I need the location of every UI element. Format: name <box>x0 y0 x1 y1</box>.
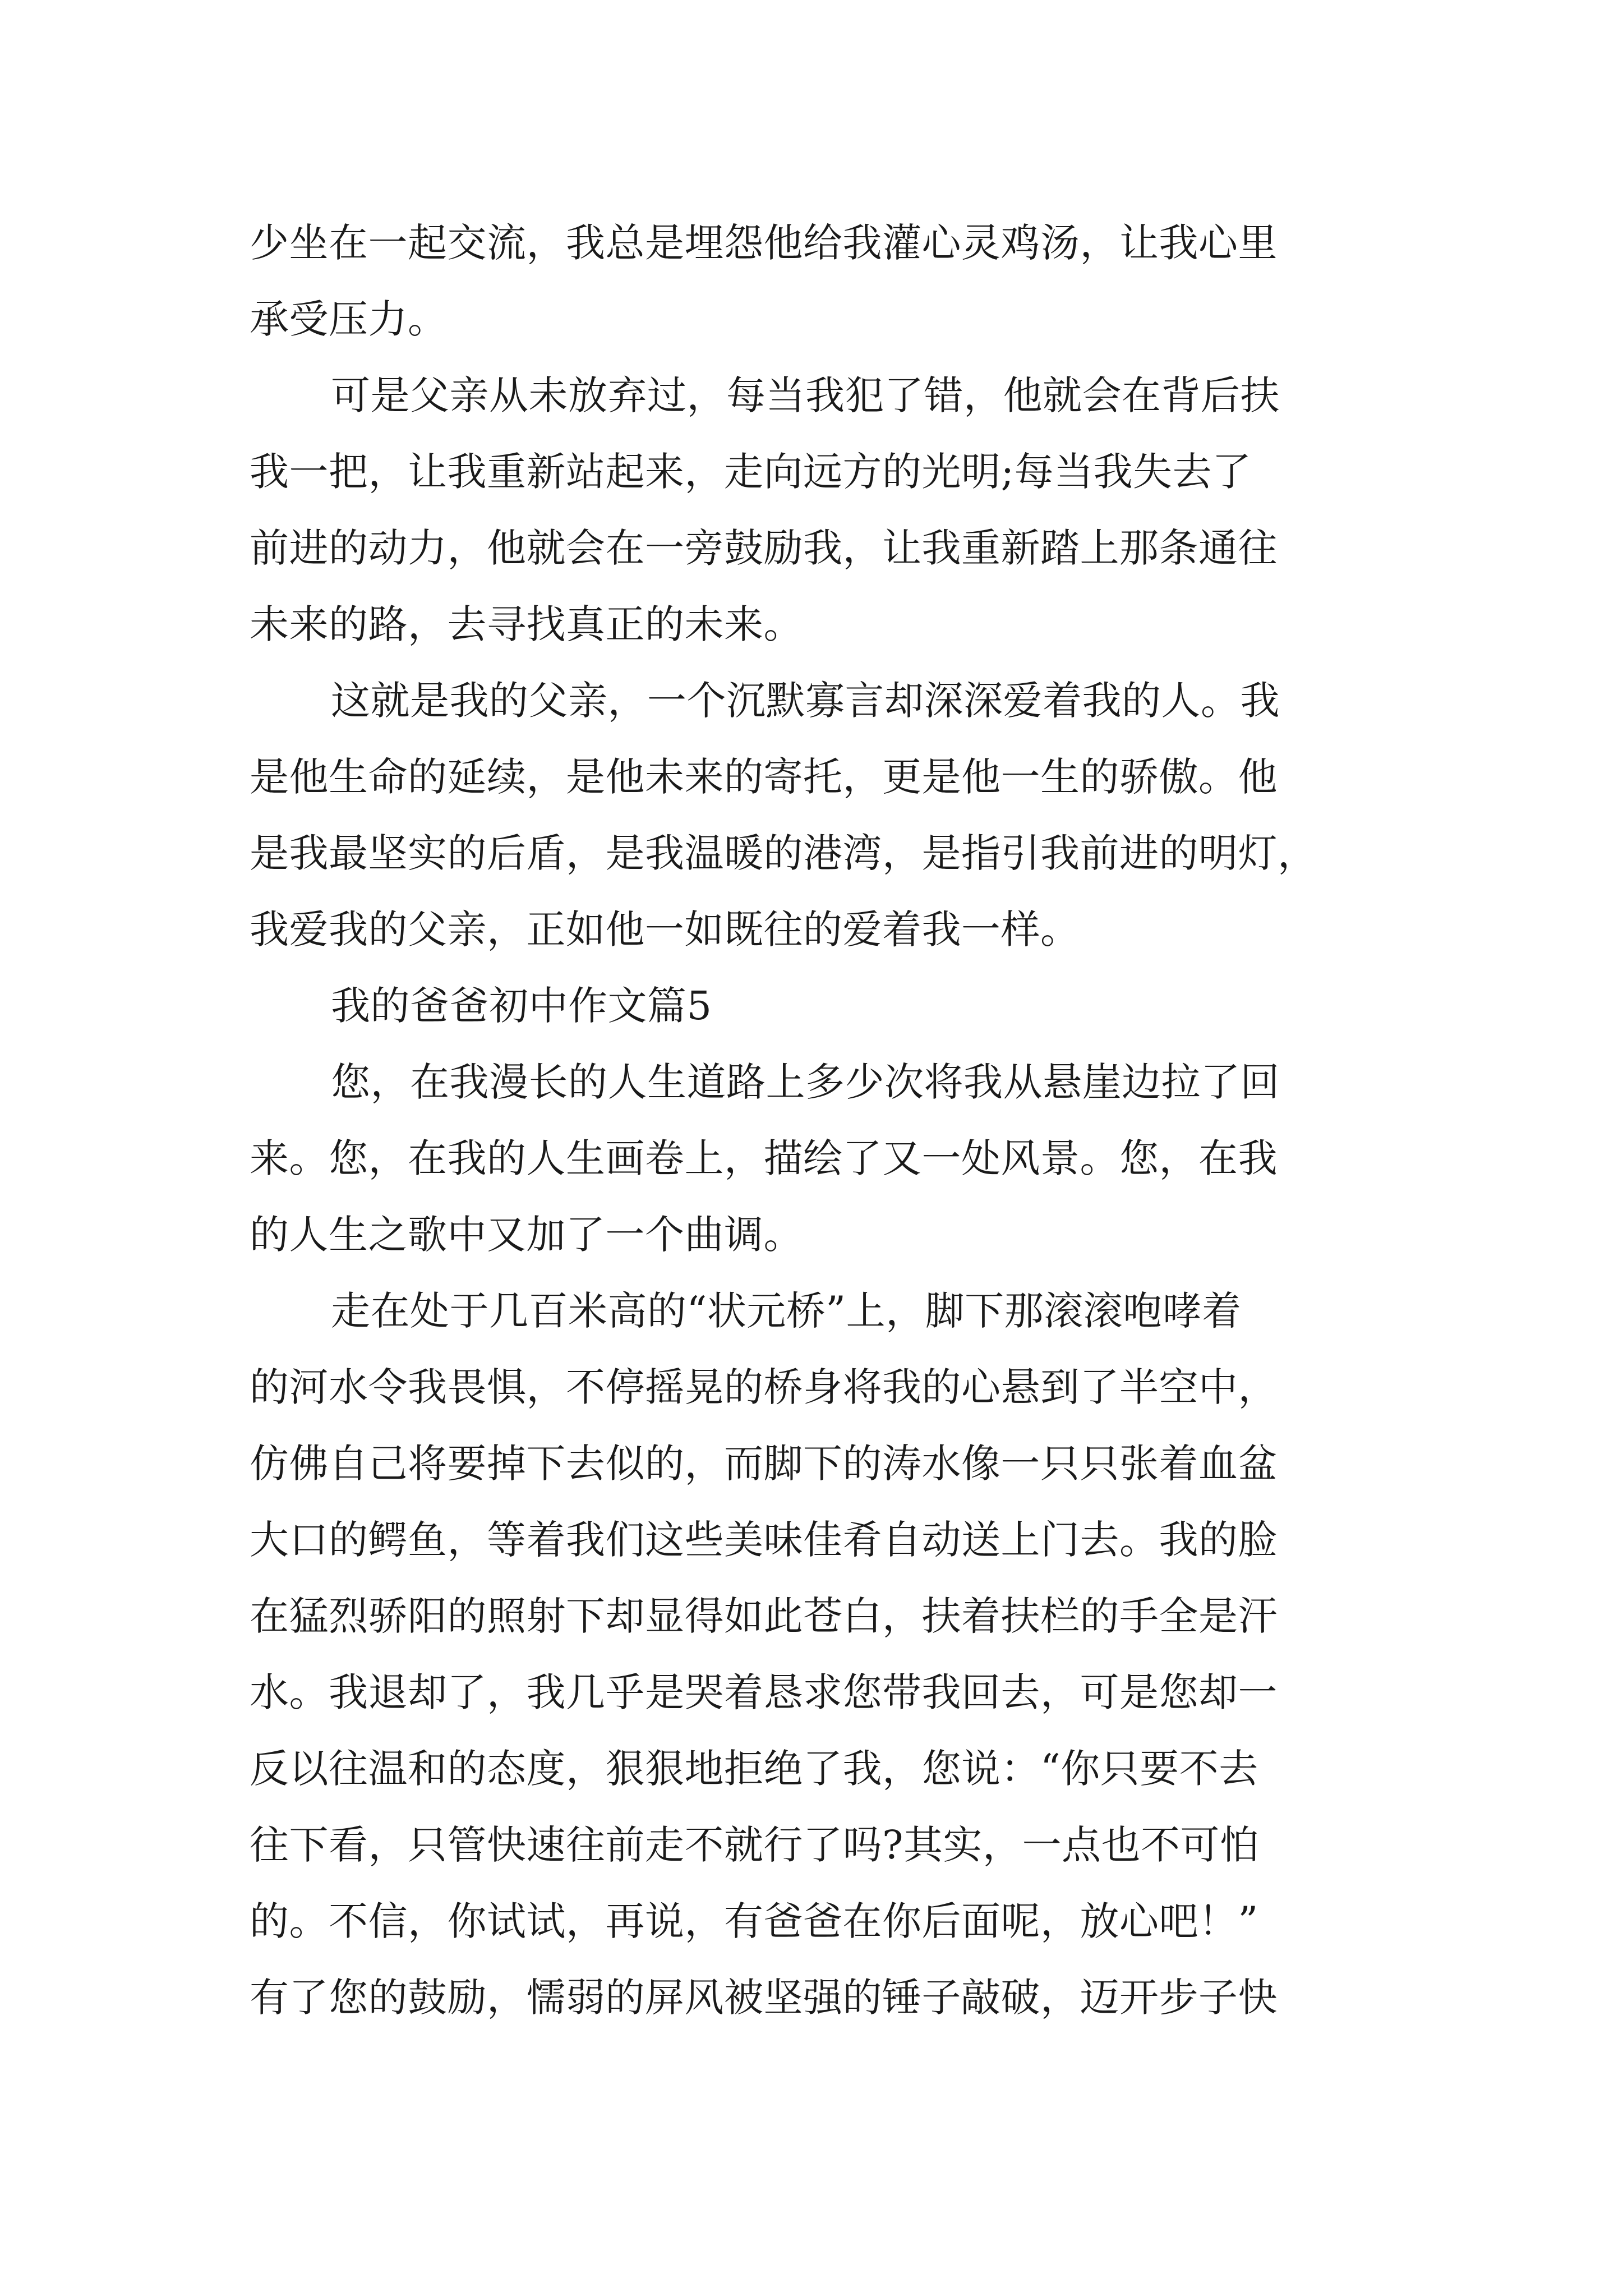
text-line: 往下看，只管快速往前走不就行了吗?其实，一点也不可怕 <box>250 1822 1260 1868</box>
text-line: 少坐在一起交流，我总是埋怨他给我灌心灵鸡汤，让我心里 <box>250 220 1278 266</box>
section-heading: 我的爸爸初中作文篇5 <box>331 983 712 1029</box>
text-line: 未来的路，去寻找真正的未来。 <box>250 601 803 647</box>
text-line: 的人生之歌中又加了一个曲调。 <box>250 1212 803 1258</box>
paragraph-first-line: 这就是我的父亲，一个沉默寡言却深深爱着我的人。我 <box>331 678 1280 724</box>
text-line: 承受压力。 <box>250 296 448 342</box>
text-line: 的。不信，你试试，再说，有爸爸在你后面呢，放心吧！” <box>250 1898 1258 1944</box>
text-line: 前进的动力，他就会在一旁鼓励我，让我重新踏上那条通往 <box>250 525 1278 571</box>
text-line: 大口的鳄鱼，等着我们这些美味佳肴自动送上门去。我的脸 <box>250 1517 1278 1563</box>
text-line: 是我最坚实的后盾，是我温暖的港湾，是指引我前进的明灯， <box>250 830 1317 876</box>
text-line: 是他生命的延续，是他未来的寄托，更是他一生的骄傲。他 <box>250 754 1278 800</box>
text-line: 仿佛自己将要掉下去似的，而脚下的涛水像一只只张着血盆 <box>250 1441 1278 1487</box>
text-line: 水。我退却了，我几乎是哭着恳求您带我回去，可是您却一 <box>250 1669 1278 1715</box>
text-line: 的河水令我畏惧，不停摇晃的桥身将我的心悬到了半空中， <box>250 1364 1278 1410</box>
text-line: 来。您，在我的人生画卷上，描绘了又一处风景。您，在我 <box>250 1135 1278 1181</box>
text-line: 在猛烈骄阳的照射下却显得如此苍白，扶着扶栏的手全是汗 <box>250 1593 1278 1639</box>
paragraph-first-line: 走在处于几百米高的“状元桥”上，脚下那滚滚咆哮着 <box>331 1288 1242 1334</box>
text-line: 有了您的鼓励，懦弱的屏风被坚强的锤子敲破，迈开步子快 <box>250 1975 1278 2021</box>
text-line: 反以往温和的态度，狠狠地拒绝了我，您说：“你只要不去 <box>250 1746 1258 1792</box>
paragraph-first-line: 您，在我漫长的人生道路上多少次将我从悬崖边拉了回 <box>331 1059 1280 1105</box>
text-line: 我爱我的父亲，正如他一如既往的爱着我一样。 <box>250 907 1080 953</box>
paragraph-first-line: 可是父亲从未放弃过，每当我犯了错，他就会在背后扶 <box>331 372 1280 418</box>
text-line: 我一把，让我重新站起来，走向远方的光明;每当我失去了 <box>250 449 1252 495</box>
